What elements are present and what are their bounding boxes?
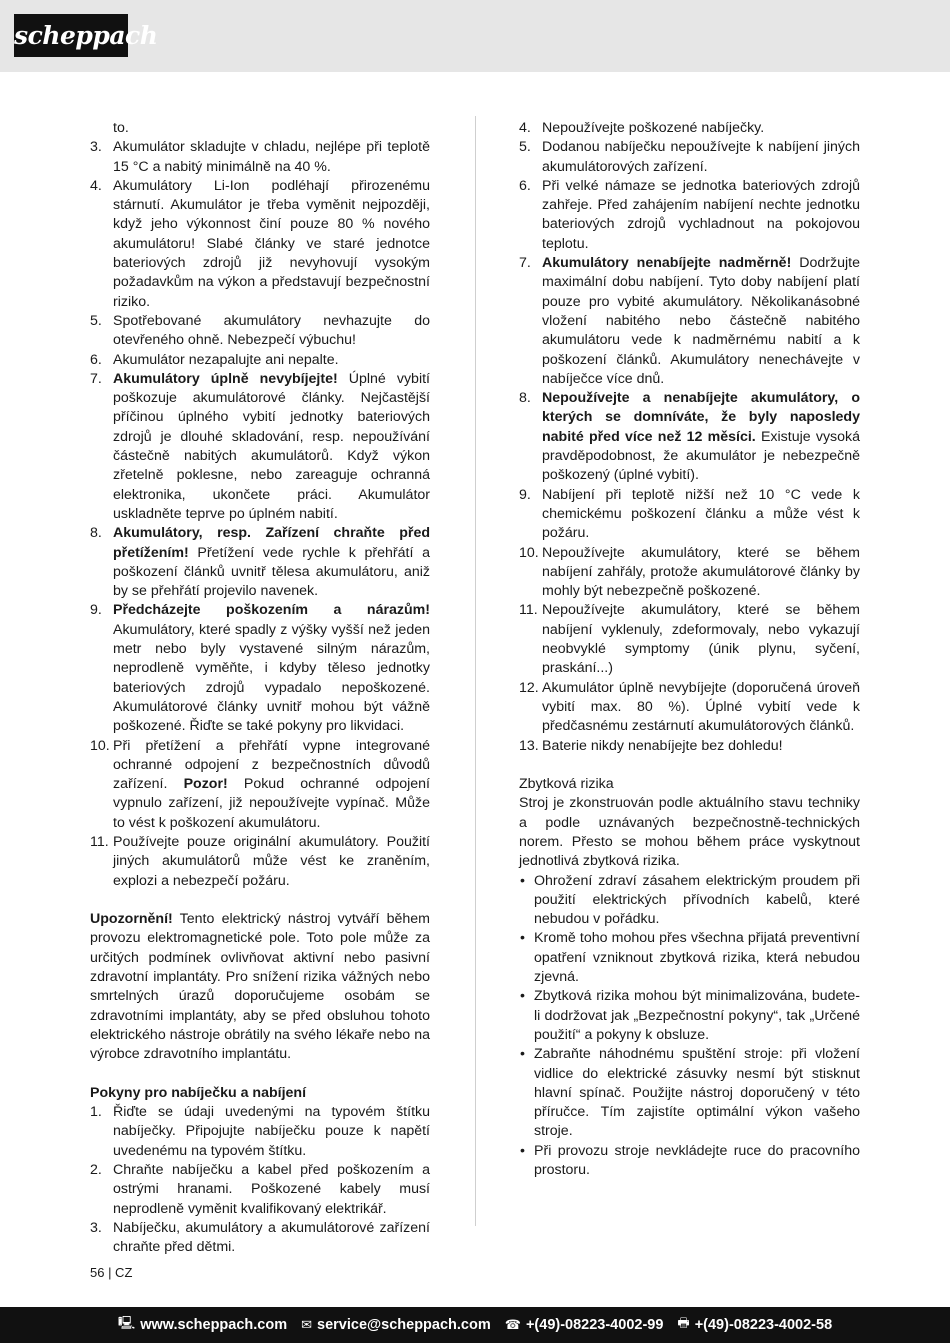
footer-web[interactable]: 🖳 www.scheppach.com [118,1314,287,1336]
bullet-item: • Kromě toho mohou přes všechna přijatá preventivní opatření vzniknout zbytková rizika, která nebudou zjevná. [520,930,860,986]
computer-icon: 🖳 [117,1315,136,1330]
footer-email[interactable]: ✉ service@scheppach.com [301,1317,491,1333]
list-item: 1. Řiďte se údaji uvedenými na typovém štítku nabíječky. Připojujte nabíječku pouze k napětí uvedenému na typovém štítku. [90,1104,430,1159]
fax-icon: 🖶 [677,1315,690,1330]
emf-notice: Upozornění! Tento elektrický nástroj vytváří během provozu elektromagnetické pole. Toto pole může za určitých podmínek ovlivňovat aktivní nebo pasivní zdravotní implantáty. Pro snížení rizika vážných nebo smrtelných úrazů doporučujeme osobám se zdravotními implantáty, aby se před obsluhou tohoto elektrického nástroje obrátily na svého lékaře nebo na výrobce zdravotního implantátu. [90,911,430,1063]
list-item: 11. Nepoužívejte akumulátory, které se během nabíjení vyklenuly, zdeformovaly, nebo vykazují neobvyklé symptomy (únik plynu, syčení, praskání...) [519,602,860,677]
list-item: 9. Nabíjení při teplotě nižší než 10 °C vede k chemickému poškození článku a může vést k požáru. [519,486,860,542]
bullet-icon: • [520,1142,525,1159]
list-item: 4. Akumulátory Li-Ion podléhají přirozenému stárnutí. Akumulátor je třeba vyměnit nejpozději, když jeho výkonnost činí pouze 80 % nového akumulátoru! Slabé články ve staré jednotce bateriových zdrojů již nevyhovují vysokým požadavkům na výkon a představují bezpečnostní riziko. [90,177,430,310]
list-item: 3. Akumulátor skladujte v chladu, nejlépe při teplotě 15 °C a nabitý minimálně na 40 %. [90,139,430,175]
list-item: 10. Při přetížení a přehřátí vypne integrované ochranné odpojení z bezpečnostních důvodů zařízení. Pozor! Pokud ochranné odpojení vypnulo zařízení, již nepoužívejte vypínač. Může to vést k poškození akumulátoru. [90,737,430,831]
bullet-item: • Ohrožení zdraví zásahem elektrickým proudem při použití elektrických přívodních kabelů, které nebudou v pořádku. [520,872,860,928]
list-item: 4. Nepoužívejte poškozené nabíječky. [519,120,765,136]
page-number: 56 | CZ [90,1265,133,1280]
right-column [519,119,860,1180]
charger-heading: Pokyny pro nabíječku a nabíjení [90,1084,307,1101]
list-item: 7. Akumulátory úplně nevybíjejte! Úplné vybití poškozuje akumulátorové články. Nejčastější příčinou úplného vybití jednotky bateriových zdrojů je dlouhé skladování, resp. nepoužívání částečně nabitých akumulátorů. Když výkon zřetelně poklesne, nebo zareaguje ochranná elektronika, ukončete práci. Akumulátor uskladněte teprve po úplném nabití. [90,370,430,522]
residual-risks-heading: Zbytková rizika [519,776,614,793]
scheppach-logo: scheppach [14,14,128,57]
bullet-icon: • [520,930,525,947]
list-item: 2. Chraňte nabíječku a kabel před poškozením a ostrými hranami. Poškozené kabely musí neprodleně vyměnit kvalifikovaný elektrikář. [90,1162,430,1217]
bullet-icon: • [520,988,525,1005]
page-header [0,0,950,72]
bullet-item: • Zabraňte náhodnému spuštění stroje: při vložení vidlice do elektrické zásuvky nesmí být stisknut hlavní spínač. Použijte nástroj doporučený v této příručce. Tím zajistíte optimální výkon vašeho stroje. [520,1046,860,1140]
page-footer [0,1307,950,1343]
list-item: 5. Dodanou nabíječku nepoužívejte k nabíjení jiných akumulátorových zařízení. [519,139,860,175]
list-item: 8. Akumulátory, resp. Zařízení chraňte před přetížením! Přetížení vede rychle k přehřátí a poškození článků uvnitř tělesa akumulátoru, aniž by se přehřátí projevilo navenek. [90,525,430,600]
bullet-icon: • [520,872,525,889]
continued-text: to. [113,120,129,136]
footer-fax: 🖶 +(49)-08223-4002-58 [677,1314,832,1336]
list-item: 3. Nabíječku, akumulátory a akumulátorové zařízení chraňte před dětmi. [90,1219,430,1256]
list-item: 6. Při velké námaze se jednotka bateriových zdrojů zahřeje. Před zahájením nabíjení nechte jednotku bateriových zdrojů vychladnout na pokojovou teplotu. [519,177,860,252]
list-item: 5. Spotřebované akumulátory nevhazujte do otevřeného ohně. Nebezpečí výbuchu! [90,312,430,349]
list-item: 10. Nepoužívejte akumulátory, které se během nabíjení zahřály, protože akumulátorové články by mohly být nebezpečně poškozené. [519,544,860,600]
bullet-item: • Zbytková rizika mohou být minimalizována, budete-li dodržovat jak „Bezpečnostní pokyny“, tak „Určené použití“ a pokyny k obsluze. [520,988,860,1043]
left-column [90,119,430,1258]
list-item: 8. Nepoužívejte a nenabíjejte akumulátory, o kterých se domníváte, že byly naposledy nabité před více než 12 měsíci. Existuje vysoká pravděpodobnost, že akumulátor je nebezpečně poškozený (úplné vybití). [519,390,861,484]
list-item: 11. Používejte pouze originální akumulátory. Použití jiných akumulátorů může vést ke zraněním, explozi a nebezpečí požáru. [90,833,430,889]
phone-icon: ☎ [504,1317,521,1332]
residual-risks-intro: Stroj je zkonstruován podle aktuálního stavu techniky a podle uznávaných bezpečnostně-technických norem. Přesto se mohou během práce vyskytnout jednotlivá zbytková rizika. [519,795,860,870]
bullet-icon: • [520,1046,525,1063]
list-item: 7. Akumulátory nenabíjejte nadměrně! Dodržujte maximální dobu nabíjení. Tyto doby nabíjení platí pouze pro vybité akumulátory. Několikanásobné vložení nabitého nebo částečně nabitého akumulátoru vede k nadměrnému nabití a k poškození článků. Akumulátory nenechávejte v nabíječce více dnů. [519,255,860,387]
list-item: 9. Předcházejte poškozením a nárazům! Akumulátory, které spadly z výšky vyšší než jeden metr nebo byly vystavené silným nárazům, neprodleně vyměňte, i kdyby těleso jednotky bateriových zdrojů vypadalo nepoškozené. Akumulátorové články uvnitř mohou být vážně poškozené. Řiďte se také pokyny pro likvidaci. [90,602,430,735]
list-item: 13. Baterie nikdy nenabíjejte bez dohledu! [519,737,783,754]
email-icon: ✉ [301,1317,313,1332]
column-divider [475,116,476,1226]
footer-phone: ☎ +(49)-08223-4002-99 [504,1317,664,1333]
bullet-item: • Při provozu stroje nevkládejte ruce do pracovního prostoru. [520,1142,860,1179]
list-item: 6. Akumulátor nezapalujte ani nepalte. [90,351,339,368]
list-item: 12. Akumulátor úplně nevybíjejte (doporučená úroveň vybití max. 80 %). Úplné vybití vede k předčasnému zestárnutí akumulátorových článků. [519,679,860,735]
